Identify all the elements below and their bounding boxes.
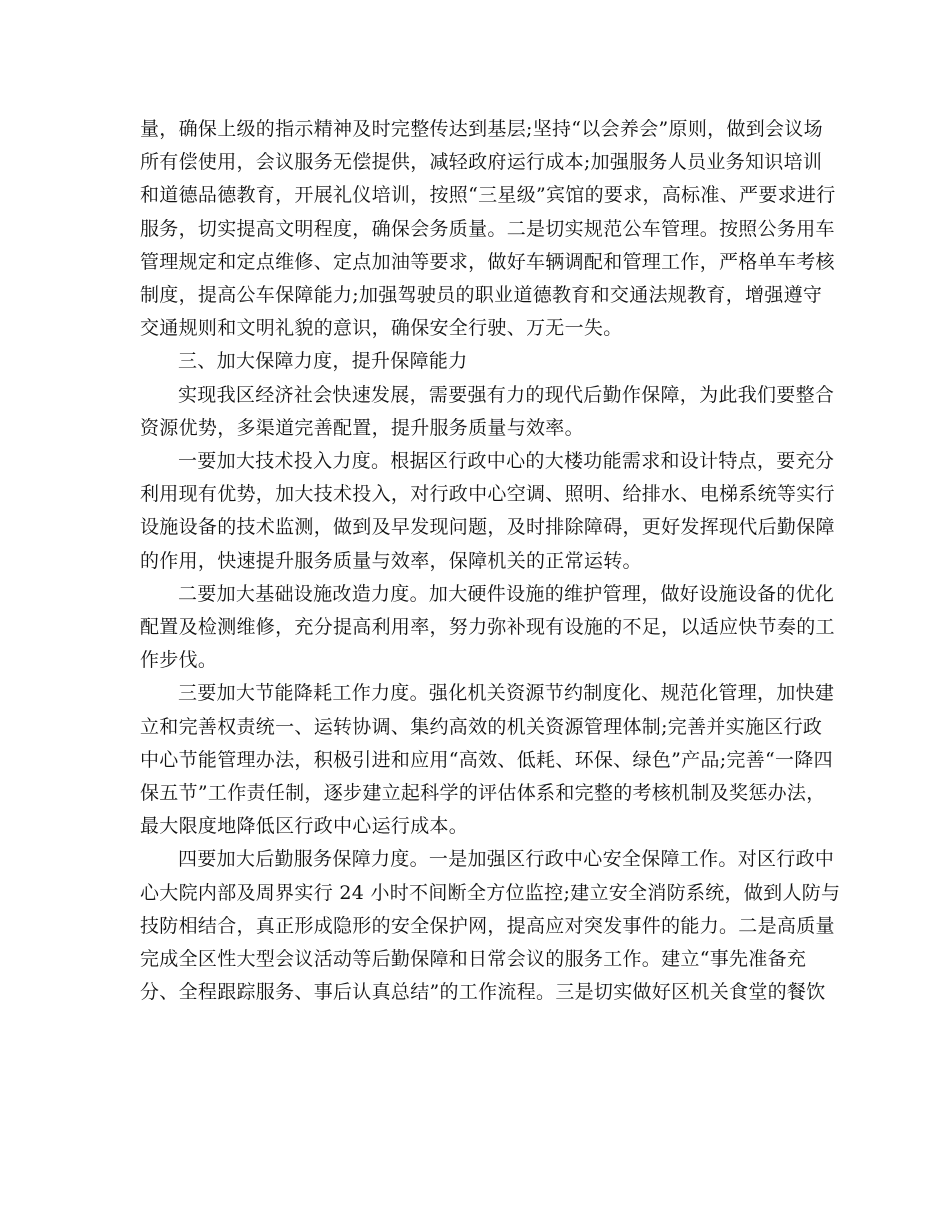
- paragraph-logistics-service: [140, 843, 841, 1009]
- section-heading: [140, 345, 812, 378]
- text-line: 作步伐。: [140, 649, 218, 672]
- text-line: 配置及检测维修，充分提高利用率，努力弥补现有设施的不足，以适应快节奏的工: [140, 616, 835, 639]
- text-line: 保五节”工作责任制，逐步建立起科学的评估体系和完整的考核机制及奖惩办法，: [140, 782, 826, 805]
- text-line: 立和完善权责统一、运转协调、集约高效的机关资源管理体制;完善并实施区行政: [140, 715, 823, 738]
- text-line: 服务，切实提高文明程度，确保会务质量。二是切实规范公车管理。按照公务用车: [140, 217, 835, 240]
- paragraph-technology: [140, 445, 835, 578]
- text-line: 完成全区性大型会议活动等后勤保障和日常会议的服务工作。建立“事先准备充: [140, 948, 807, 971]
- text-line: 的作用，快速提升服务质量与效率，保障机关的正常运转。: [140, 549, 642, 572]
- heading-line: 三、加大保障力度，提升保障能力: [178, 350, 468, 373]
- text-line: 所有偿使用，会议服务无偿提供，减轻政府运行成本;加强服务人员业务知识培训: [140, 151, 823, 174]
- text-line: 和道德品德教育，开展礼仪培训，按照“三星级”宾馆的要求，高标准、严要求进行: [140, 184, 836, 207]
- text-line: 资源优势，多渠道完善配置，提升服务质量与效率。: [140, 416, 584, 439]
- text-line: 设施设备的技术监测，做到及早发现问题，及时排除障碍，更好发挥现代后勤保障: [140, 516, 835, 539]
- paragraph-intro: [140, 379, 835, 445]
- text-line: 管理规定和定点维修、定点加油等要求，做好车辆调配和管理工作，严格单车考核: [140, 250, 835, 273]
- text-line: 技防相结合，真正形成隐形的安全保护网，提高应对突发事件的能力。二是高质量: [140, 914, 835, 937]
- text-line: 制度，提高公车保障能力;加强驾驶员的职业道德教育和交通法规教育，增强遵守: [140, 284, 823, 307]
- text-line: 利用现有优势，加大技术投入，对行政中心空调、照明、给排水、电梯系统等实行: [140, 483, 835, 506]
- text-line: 三要加大节能降耗工作力度。强化机关资源节约制度化、规范化管理，加快建: [178, 682, 835, 705]
- document-body: [140, 113, 841, 1009]
- text-line: 四要加大后勤服务保障力度。一是加强区行政中心安全保障工作。对区行政中: [178, 848, 835, 871]
- paragraph-infrastructure: [140, 578, 835, 678]
- text-line: 实现我区经济社会快速发展，需要强有力的现代后勤作保障，为此我们要整合: [178, 383, 835, 406]
- text-line: 最大限度地降低区行政中心运行成本。: [140, 815, 469, 838]
- text-line: 量，确保上级的指示精神及时完整传达到基层;坚持“以会养会”原则，做到会议场: [140, 118, 823, 140]
- text-line: 二要加大基础设施改造力度。加大硬件设施的维护管理，做好设施设备的优化: [178, 582, 835, 605]
- paragraph-hospitality-and-vehicles: [140, 113, 836, 345]
- paragraph-energy-saving: [140, 677, 835, 843]
- text-line: 分、全程跟踪服务、事后认真总结”的工作流程。三是切实做好区机关食堂的餐饮: [140, 981, 826, 1004]
- text-line: 一要加大技术投入力度。根据区行政中心的大楼功能需求和设计特点，要充分: [178, 450, 835, 473]
- text-line: 心大院内部及周界实行 24 小时不间断全方位监控;建立安全消防系统，做到人防与: [140, 881, 841, 904]
- text-line: 中心节能管理办法，积极引进和应用“高效、低耗、环保、绿色”产品;完善“一降四: [140, 748, 833, 771]
- text-line: 交通规则和文明礼貌的意识，确保安全行驶、万无一失。: [140, 317, 623, 340]
